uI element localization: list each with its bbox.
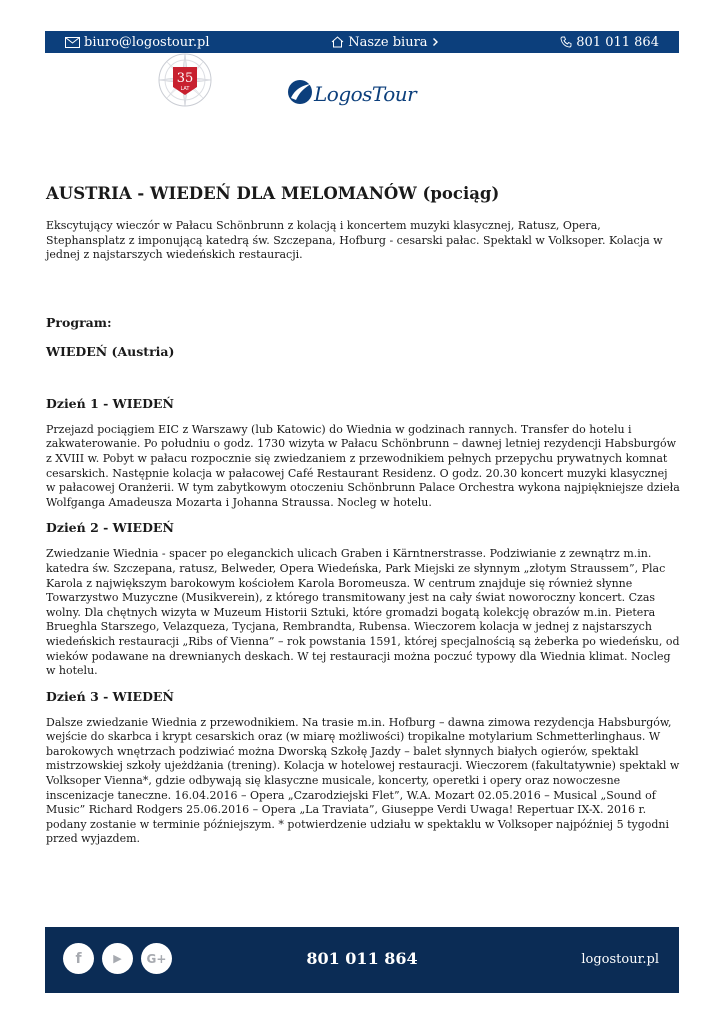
envelope-icon	[65, 37, 80, 48]
page-title: AUSTRIA - WIEDEŃ DLA MELOMANÓW (pociąg)	[46, 184, 500, 203]
day-1-description: Przejazd pociągiem EIC z Warszawy (lub Katowic) do Wiednia w godzinach rannych. Transfer do hotelu i zakwaterowanie. Po południu o godz. 1730 wizyta w Pałacu Schönbrunn – dawnej letniej rezydencji Habsburgów z XVIII w. Pobyt w pałacu rozpocznie się zwiedzaniem z przewodnikiem pełnych przepychu prywatnych komnat cesarskich. Następnie kolacja w pałacowej Café Restaurant Residenz. O godz. 20.30 koncert muzyki klasycznej w pałacowej Oranżerii. W tym zabytkowym otoczeniu Schönbrunn Palace Orchestra wykona najpiękniejsze dzieła Wolfganga Amadeusza Mozarta i Johanna Straussa. Nocleg w hotelu.	[46, 422, 680, 509]
phone-text: 801 011 864	[576, 34, 659, 50]
day-2-description: Zwiedzanie Wiednia - spacer po eleganckich ulicach Graben i Kärntnerstrasse. Podziwianie z zewnątrz m.in. katedra św. Szczepana, ratusz, Belweder, Opera Wiedeńska, Park Miejski ze słynnym „złotym Straussem”, Plac Karola z największym barokowym kościołem Karola Boromeusza. W centrum znajduje się również słynne Towarzystwo Muzyczne (Musikverein), z którego transmitowany jest na cały świat noworoczny koncert. Czas wolny. Dla chętnych wizyta w Muzeum Historii Sztuki, które gromadzi bogatą kolekcję obrazów m.in. Pietera Brueghla Starszego, Velazqueza, Tycjana, Rembrandta, Rubensa. Wieczorem kolacja w jednej z najstarszych wiedeńskich restauracji „Ribs of Vienna” – rok powstania 1591, której specjalnością są żeberka po wiedeńsku, od wieków podawane na drewnianych deskach. W tej restauracji można poczuć typowy dla Wiednia klimat. Nocleg w hotelu.	[46, 547, 680, 678]
city-heading: WIEDEŃ (Austria)	[46, 343, 175, 359]
phone-icon	[560, 36, 572, 48]
chevron-right-icon	[432, 37, 439, 47]
footer-website[interactable]: logostour.pl	[581, 952, 659, 967]
email-link[interactable]	[65, 35, 210, 50]
seal-caption: LAT	[180, 86, 190, 92]
footer-phone[interactable]: 801 011 864	[306, 949, 418, 968]
offices-text: Nasze biura	[348, 34, 428, 50]
offices-link[interactable]	[331, 35, 438, 50]
logo-mark-icon	[285, 77, 315, 107]
top-contact-bar	[45, 31, 679, 53]
youtube-icon[interactable]: ▶	[102, 943, 133, 974]
anniversary-seal	[145, 53, 225, 115]
intro-paragraph: Ekscytujący wieczór w Pałacu Schönbrunn z kolacją i koncertem muzyki klasycznej, Ratusz, Opera, Stephansplatz z imponującą katedrą św. Szczepana, Hofburg - cesarski pałac. Spektakl w Volksoper. Kolacja w jednej z najstarszych wiedeńskich restauracji.	[46, 219, 663, 262]
seal-number: 35	[176, 71, 194, 86]
day-3-description: Dalsze zwiedzanie Wiednia z przewodnikiem. Na trasie m.in. Hofburg – dawna zimowa rezydencja Habsburgów, wejście do skarbca i krypt cesarskich oraz (w miarę możliwości) tropikalne motylarium Schmetterlinghaus. W barokowych wnętrzach podziwiać można Dworską Szkołę Jazdy – balet słynnych białych ogierów, spektakl mistrzowskiej szkoły ujeżdżania (trening). Kolacja w hotelowej restauracji. Wieczorem (fakultatywnie) spektakl w Volksoper Vienna*, gdzie odbywają się klasyczne musicale, koncerty, operetki i opery oraz nowoczesne inscenizacje taneczne. 16.04.2016 – Opera „Czarodziejski Flet”, W.A. Mozart 02.05.2016 – Musical „Sound of Music” Richard Rodgers 25.06.2016 – Opera „La Traviata”, Giuseppe Verdi Uwaga! Repertuar IX-X. 2016 r. podany zostanie w terminie późniejszym. * potwierdzenie udziału w spektaklu w Volksoper najpóźniej 5 tygodni przed wyjazdem.	[46, 715, 680, 846]
day-2-title: Dzień 2 - WIEDEŃ	[46, 520, 174, 536]
offer-content	[46, 183, 680, 847]
facebook-icon[interactable]: f	[63, 943, 94, 974]
day-1-title: Dzień 1 - WIEDEŃ	[46, 395, 174, 411]
email-text: biuro@logostour.pl	[84, 34, 210, 50]
home-icon	[331, 36, 344, 48]
logo-wordmark: LogosTour	[314, 82, 417, 106]
day-3-title: Dzień 3 - WIEDEŃ	[46, 688, 174, 704]
footer-bar	[45, 927, 679, 993]
program-heading: Program:	[46, 314, 112, 330]
phone-link[interactable]	[560, 35, 659, 50]
google-plus-icon[interactable]: G+	[141, 943, 172, 974]
